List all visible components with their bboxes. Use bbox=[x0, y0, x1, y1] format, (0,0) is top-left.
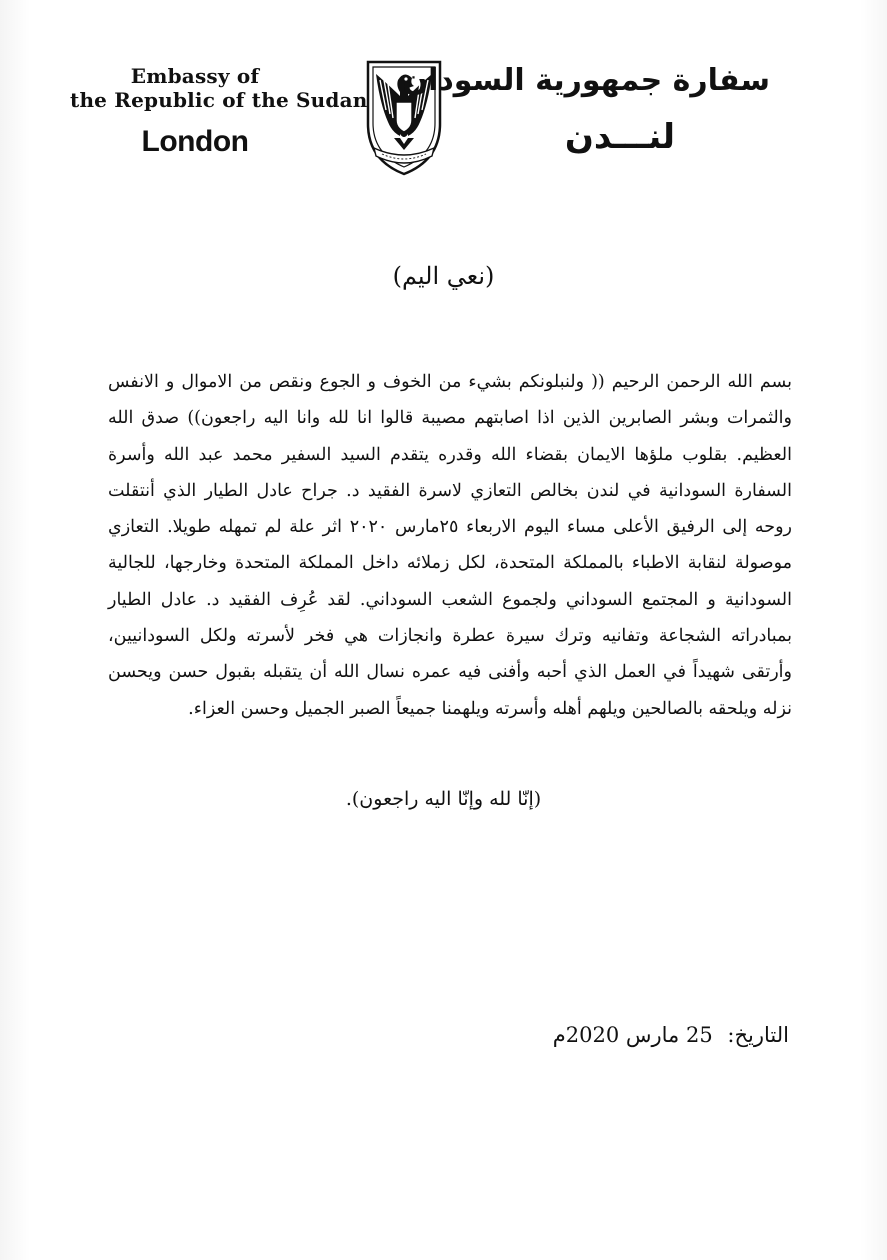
date-value: 25 مارس 2020م bbox=[552, 1023, 713, 1047]
date-label: التاريخ: bbox=[727, 1023, 789, 1047]
closing-verse: (إنّا لله وإنّا اليه راجعون). bbox=[345, 788, 542, 810]
embassy-city-english: London bbox=[141, 125, 249, 158]
embassy-name-english-line1: Embassy of bbox=[130, 64, 260, 88]
letterhead-arabic bbox=[402, 56, 770, 162]
embassy-name-english-line2: the Republic of the Sudan bbox=[70, 88, 368, 112]
document-body-text: بسم الله الرحمن الرحيم (( ولنبلونكم بشيء من الخوف و الجوع ونقص من الاموال و الانفس والثمرات وبشر الصابرين الذين اذا اصابتهم مصيبة قالوا انا لله وانا اليه راجعون)) صدق الله العظيم. بقلوب ملؤها الايمان بقضاء الله وقدره يتقدم السيد السفير محمد عبد الله وأسرة السفارة السودانية في لندن بخالص التعازي لاسرة الفقيد د. جراح عادل الطيار الذي أنتقلت روحه إلى الرفيق الأعلى مساء اليوم الاربعاء ٢٥مارس ٢٠٢٠ اثر علة لم تمهله طويلا. التعازي موصولة لنقابة الاطباء بالمملكة المتحدة، لكل زملائه داخل المملكة المتحدة وخارجها، للجالية السودانية و المجتمع السوداني ولجموع الشعب السوداني. لقد عُرِف الفقيد د. عادل الطيار بمبادراته الشجاعة وتفانيه وترك سيرة عطرة وانجازات هي فخر لأسرته ولكل السودانيين، وأرتقى شهيداً في العمل الذي أحبه وأفنى فيه عمره نسال الله أن يتقبله بقبول حسن ويحسن نزله ويلحقه بالصالحين ويلهم أهله وأسرته ويلهمنا جميعاً الصبر الجميل وحسن العزاء. bbox=[108, 372, 792, 719]
embassy-city-arabic: لنـــدن bbox=[564, 117, 676, 157]
document-date bbox=[553, 1018, 789, 1052]
letterhead-english bbox=[70, 64, 368, 162]
embassy-name-arabic: سفارة جمهورية السودان bbox=[402, 63, 770, 98]
document-title: (نعي اليم) bbox=[392, 262, 495, 290]
